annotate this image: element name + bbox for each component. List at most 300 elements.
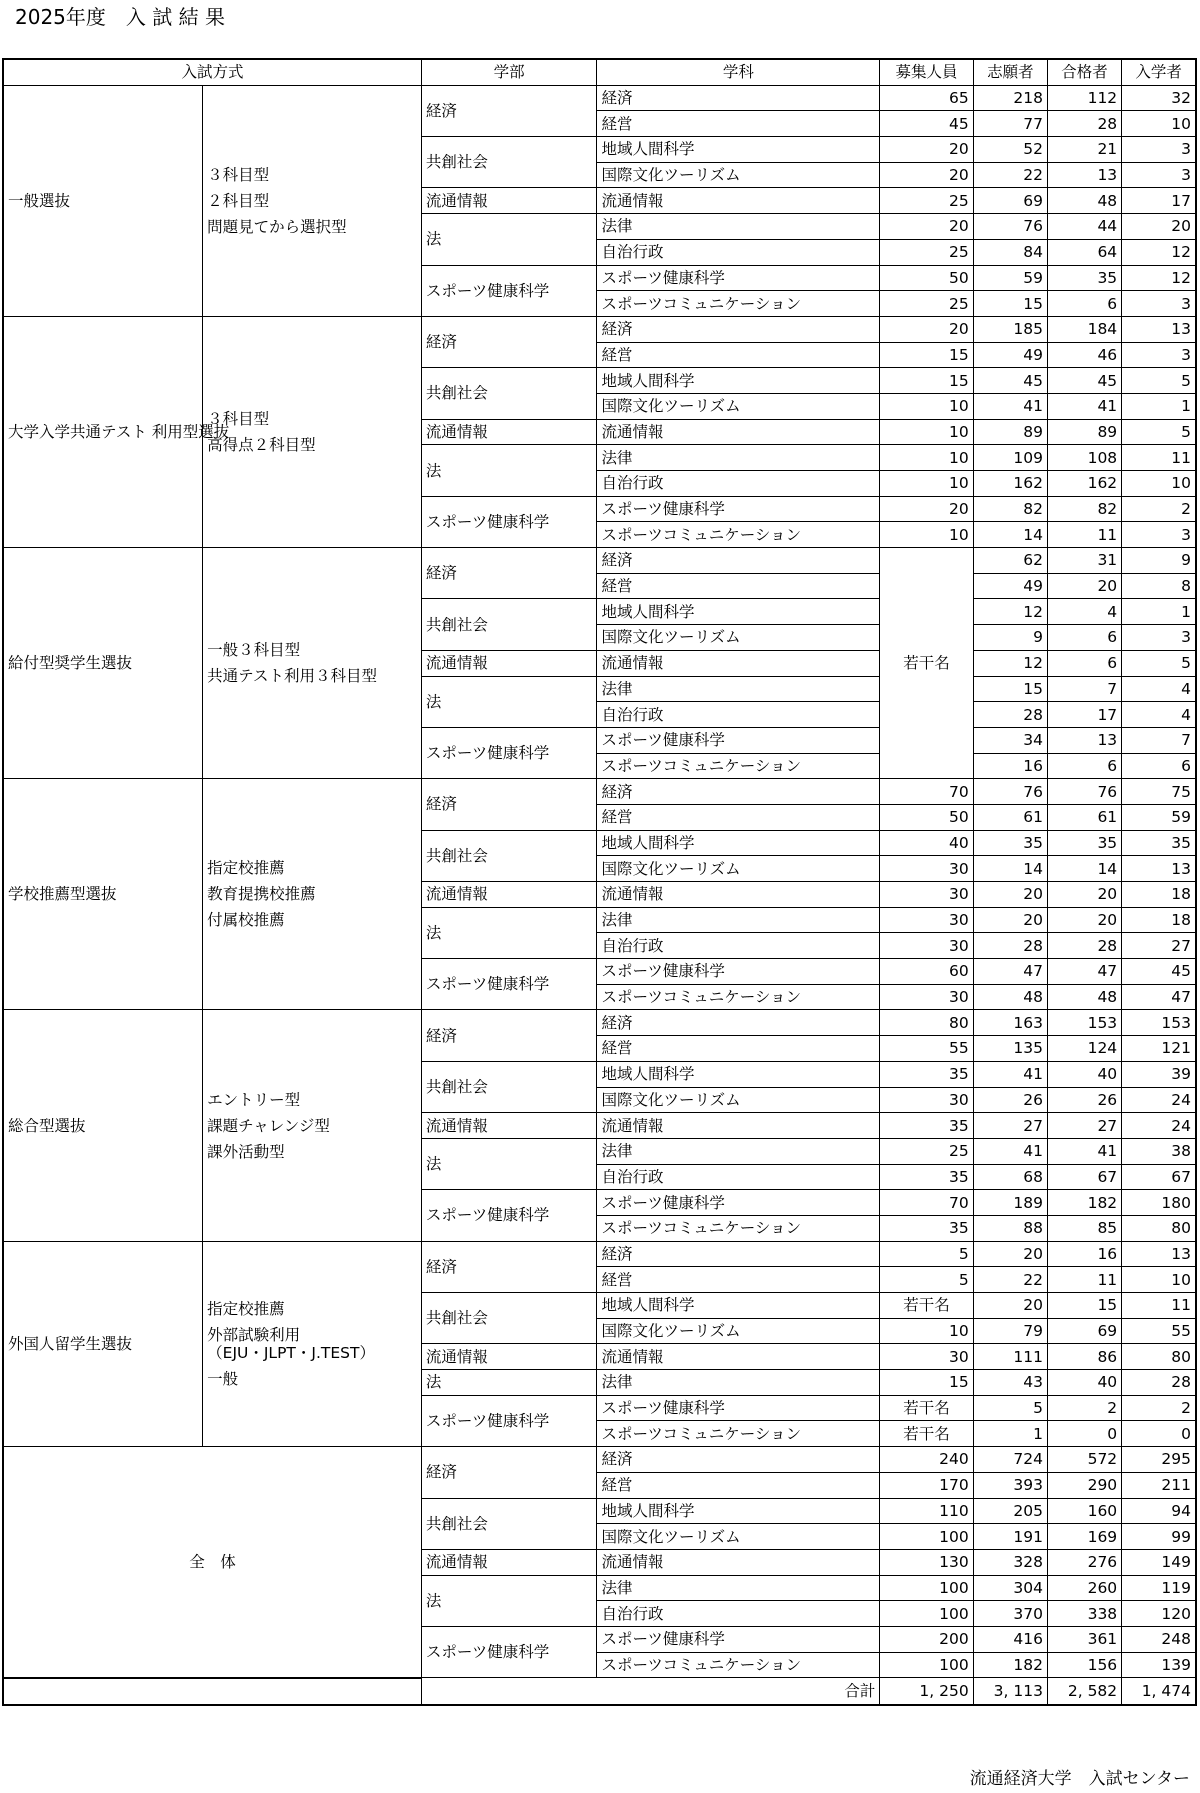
total-row [3,1678,1196,1705]
department-name: 経営 [597,573,880,599]
enrolled-value: 12 [1122,265,1196,291]
passed-value: 44 [1047,214,1121,240]
passed-value: 4 [1047,599,1121,625]
applicants-value: 82 [973,496,1047,522]
enrolled-value: 119 [1122,1575,1196,1601]
faculty-name: 共創社会 [421,1061,597,1112]
applicants-value: 68 [973,1164,1047,1190]
capacity-value: 5 [880,1241,973,1267]
department-name: 法律 [597,445,880,471]
header-department: 学科 [597,59,880,85]
method-type: ２科目型 [207,191,270,210]
enrolled-value: 1 [1122,393,1196,419]
department-name: 経営 [597,1472,880,1498]
passed-value: 6 [1047,650,1121,676]
faculty-name: 法 [421,1370,597,1396]
department-name: 法律 [597,1138,880,1164]
faculty-name: スポーツ健康科学 [421,496,597,547]
applicants-value: 135 [973,1036,1047,1062]
department-name: 経済 [597,1010,880,1036]
passed-value: 86 [1047,1344,1121,1370]
capacity-value: 20 [880,137,973,163]
method-type: 一般 [207,1369,239,1388]
method-name: 総合型選抜 [3,1010,203,1241]
passed-value: 153 [1047,1010,1121,1036]
department-name: スポーツ健康科学 [597,496,880,522]
method-name: 大学入学共通テスト 利用型選抜 [3,316,203,547]
capacity-value: 10 [880,419,973,445]
capacity-value: 30 [880,984,973,1010]
applicants-value: 191 [973,1524,1047,1550]
enrolled-value: 8 [1122,573,1196,599]
applicants-value: 416 [973,1626,1047,1652]
applicants-value: 15 [973,291,1047,317]
applicants-value: 1 [973,1421,1047,1447]
department-name: 経営 [597,342,880,368]
passed-value: 184 [1047,316,1121,342]
applicants-value: 88 [973,1215,1047,1241]
passed-value: 35 [1047,265,1121,291]
faculty-name: スポーツ健康科学 [421,1626,597,1677]
applicants-value: 41 [973,1138,1047,1164]
department-name: 流通情報 [597,188,880,214]
department-name: 流通情報 [597,882,880,908]
passed-value: 13 [1047,162,1121,188]
department-name: 自治行政 [597,1601,880,1627]
enrolled-value: 7 [1122,727,1196,753]
total-passed: 2, 582 [1047,1678,1121,1705]
faculty-name: 法 [421,445,597,496]
enrolled-value: 139 [1122,1652,1196,1678]
department-name: 流通情報 [597,650,880,676]
capacity-value: 30 [880,1087,973,1113]
enrolled-value: 67 [1122,1164,1196,1190]
applicants-value: 47 [973,959,1047,985]
department-name: 地域人間科学 [597,137,880,163]
faculty-name: 経済 [421,548,597,599]
capacity-value: 25 [880,239,973,265]
faculty-name: 流通情報 [421,1113,597,1139]
capacity-value: 35 [880,1113,973,1139]
passed-value: 41 [1047,393,1121,419]
passed-value: 82 [1047,496,1121,522]
total-label: 合計 [421,1678,880,1705]
passed-value: 40 [1047,1061,1121,1087]
applicants-value: 16 [973,753,1047,779]
department-name: 国際文化ツーリズム [597,1087,880,1113]
applicants-value: 5 [973,1395,1047,1421]
passed-value: 35 [1047,830,1121,856]
department-name: スポーツコミュニケーション [597,1215,880,1241]
department-name: 経営 [597,111,880,137]
enrolled-value: 121 [1122,1036,1196,1062]
applicants-value: 14 [973,522,1047,548]
capacity-value: 50 [880,265,973,291]
passed-value: 0 [1047,1421,1121,1447]
faculty-name: 流通情報 [421,188,597,214]
department-name: 経済 [597,1447,880,1473]
applicants-value: 45 [973,368,1047,394]
header-method: 入試方式 [3,59,421,85]
department-name: スポーツコミュニケーション [597,984,880,1010]
table-row [3,316,1196,342]
passed-value: 67 [1047,1164,1121,1190]
method-type: 外部試験利用 （EJU・JLPT・J.TEST） [207,1325,375,1362]
capacity-value: 45 [880,111,973,137]
applicants-value: 111 [973,1344,1047,1370]
applicants-value: 182 [973,1652,1047,1678]
table-row [3,779,1196,805]
department-name: 国際文化ツーリズム [597,856,880,882]
passed-value: 572 [1047,1447,1121,1473]
faculty-name: 流通情報 [421,650,597,676]
enrolled-value: 80 [1122,1215,1196,1241]
department-name: スポーツコミュニケーション [597,1421,880,1447]
capacity-value: 10 [880,445,973,471]
capacity-value: 60 [880,959,973,985]
department-name: スポーツコミュニケーション [597,522,880,548]
applicants-value: 79 [973,1318,1047,1344]
applicants-value: 35 [973,830,1047,856]
passed-value: 11 [1047,522,1121,548]
header-faculty: 学部 [421,59,597,85]
passed-value: 160 [1047,1498,1121,1524]
applicants-value: 26 [973,1087,1047,1113]
enrolled-value: 5 [1122,650,1196,676]
passed-value: 162 [1047,471,1121,497]
passed-value: 108 [1047,445,1121,471]
applicants-value: 43 [973,1370,1047,1396]
enrolled-value: 18 [1122,907,1196,933]
department-name: 国際文化ツーリズム [597,1318,880,1344]
applicants-value: 724 [973,1447,1047,1473]
capacity-value: 5 [880,1267,973,1293]
department-name: 法律 [597,214,880,240]
faculty-name: 法 [421,1138,597,1189]
department-name: 経済 [597,548,880,574]
department-name: 国際文化ツーリズム [597,1524,880,1550]
applicants-value: 20 [973,1293,1047,1319]
applicants-value: 370 [973,1601,1047,1627]
enrolled-value: 3 [1122,342,1196,368]
applicants-value: 393 [973,1472,1047,1498]
applicants-value: 20 [973,907,1047,933]
capacity-value: 130 [880,1549,973,1575]
footer-org: 流通経済大学 入試センター [969,1769,1190,1789]
method-types [203,779,422,1010]
method-type: 課外活動型 [207,1142,285,1161]
applicants-value: 28 [973,702,1047,728]
department-name: 自治行政 [597,933,880,959]
method-type: 課題チャレンジ型 [207,1116,330,1135]
passed-value: 27 [1047,1113,1121,1139]
faculty-name: スポーツ健康科学 [421,1190,597,1241]
enrolled-value: 17 [1122,188,1196,214]
capacity-value: 35 [880,1215,973,1241]
capacity-value: 40 [880,830,973,856]
method-types [203,548,422,779]
applicants-value: 205 [973,1498,1047,1524]
passed-value: 28 [1047,933,1121,959]
enrolled-value: 10 [1122,1267,1196,1293]
method-name: 学校推薦型選抜 [3,779,203,1010]
capacity-value: 若干名 [880,1421,973,1447]
department-name: スポーツコミュニケーション [597,291,880,317]
applicants-value: 34 [973,727,1047,753]
table-row [3,1241,1196,1267]
capacity-merged: 若干名 [880,548,973,779]
overall-label: 全 体 [3,1447,421,1678]
enrolled-value: 24 [1122,1087,1196,1113]
capacity-value: 30 [880,882,973,908]
faculty-name: 経済 [421,1447,597,1498]
enrolled-value: 149 [1122,1549,1196,1575]
enrolled-value: 12 [1122,239,1196,265]
enrolled-value: 5 [1122,419,1196,445]
department-name: スポーツ健康科学 [597,727,880,753]
total-capacity: 1, 250 [880,1678,973,1705]
method-type: ３科目型 [207,165,270,184]
method-type: ３科目型 [207,409,270,428]
capacity-value: 80 [880,1010,973,1036]
enrolled-value: 211 [1122,1472,1196,1498]
department-name: 経営 [597,1036,880,1062]
enrolled-value: 28 [1122,1370,1196,1396]
capacity-value: 20 [880,214,973,240]
enrolled-value: 10 [1122,471,1196,497]
enrolled-value: 45 [1122,959,1196,985]
department-name: スポーツコミュニケーション [597,1652,880,1678]
department-name: 法律 [597,1370,880,1396]
department-name: 地域人間科学 [597,368,880,394]
applicants-value: 9 [973,625,1047,651]
department-name: 流通情報 [597,1344,880,1370]
passed-value: 26 [1047,1087,1121,1113]
passed-value: 17 [1047,702,1121,728]
applicants-value: 14 [973,856,1047,882]
enrolled-value: 24 [1122,1113,1196,1139]
passed-value: 61 [1047,804,1121,830]
department-name: 経済 [597,85,880,111]
department-name: 地域人間科学 [597,1293,880,1319]
department-name: 自治行政 [597,471,880,497]
applicants-value: 49 [973,342,1047,368]
capacity-value: 35 [880,1164,973,1190]
faculty-name: 共創社会 [421,1498,597,1549]
department-name: 国際文化ツーリズム [597,393,880,419]
department-name: 法律 [597,907,880,933]
capacity-value: 100 [880,1601,973,1627]
enrolled-value: 3 [1122,291,1196,317]
enrolled-value: 13 [1122,316,1196,342]
capacity-value: 15 [880,368,973,394]
capacity-value: 20 [880,316,973,342]
capacity-value: 100 [880,1524,973,1550]
applicants-value: 22 [973,162,1047,188]
method-types [203,1010,422,1241]
enrolled-value: 27 [1122,933,1196,959]
capacity-value: 30 [880,1344,973,1370]
applicants-value: 12 [973,650,1047,676]
total-spacer [3,1678,421,1705]
faculty-name: 経済 [421,779,597,830]
enrolled-value: 80 [1122,1344,1196,1370]
passed-value: 31 [1047,548,1121,574]
applicants-value: 41 [973,1061,1047,1087]
faculty-name: 共創社会 [421,1293,597,1344]
capacity-value: 55 [880,1036,973,1062]
method-name: 一般選抜 [3,85,203,316]
capacity-value: 10 [880,522,973,548]
enrolled-value: 18 [1122,882,1196,908]
passed-value: 89 [1047,419,1121,445]
passed-value: 76 [1047,779,1121,805]
passed-value: 260 [1047,1575,1121,1601]
enrolled-value: 94 [1122,1498,1196,1524]
faculty-name: スポーツ健康科学 [421,1395,597,1446]
header-enrolled: 入学者 [1122,59,1196,85]
applicants-value: 49 [973,573,1047,599]
applicants-value: 109 [973,445,1047,471]
method-type: 共通テスト利用３科目型 [207,667,378,686]
department-name: 経営 [597,804,880,830]
applicants-value: 189 [973,1190,1047,1216]
method-type: 一般３科目型 [207,641,301,660]
faculty-name: 法 [421,676,597,727]
department-name: 法律 [597,676,880,702]
enrolled-value: 120 [1122,1601,1196,1627]
passed-value: 6 [1047,625,1121,651]
capacity-value: 170 [880,1472,973,1498]
applicants-value: 27 [973,1113,1047,1139]
passed-value: 20 [1047,907,1121,933]
passed-value: 112 [1047,85,1121,111]
capacity-value: 20 [880,162,973,188]
total-enrolled: 1, 474 [1122,1678,1196,1705]
capacity-value: 15 [880,1370,973,1396]
method-type: 指定校推薦 [207,1299,285,1318]
passed-value: 169 [1047,1524,1121,1550]
passed-value: 361 [1047,1626,1121,1652]
capacity-value: 110 [880,1498,973,1524]
faculty-name: 法 [421,907,597,958]
department-name: 自治行政 [597,702,880,728]
enrolled-value: 3 [1122,137,1196,163]
capacity-value: 若干名 [880,1293,973,1319]
enrolled-value: 248 [1122,1626,1196,1652]
enrolled-value: 153 [1122,1010,1196,1036]
faculty-name: 法 [421,1575,597,1626]
capacity-value: 70 [880,1190,973,1216]
faculty-name: スポーツ健康科学 [421,265,597,316]
enrolled-value: 3 [1122,162,1196,188]
capacity-value: 240 [880,1447,973,1473]
enrolled-value: 11 [1122,445,1196,471]
capacity-value: 10 [880,393,973,419]
passed-value: 48 [1047,984,1121,1010]
passed-value: 6 [1047,753,1121,779]
applicants-value: 20 [973,882,1047,908]
passed-value: 47 [1047,959,1121,985]
capacity-value: 100 [880,1575,973,1601]
passed-value: 45 [1047,368,1121,394]
faculty-name: 共創社会 [421,368,597,419]
applicants-value: 22 [973,1267,1047,1293]
passed-value: 21 [1047,137,1121,163]
capacity-value: 15 [880,342,973,368]
capacity-value: 10 [880,471,973,497]
enrolled-value: 180 [1122,1190,1196,1216]
department-name: 国際文化ツーリズム [597,162,880,188]
method-type: 付属校推薦 [207,911,285,930]
enrolled-value: 32 [1122,85,1196,111]
passed-value: 64 [1047,239,1121,265]
enrolled-value: 4 [1122,676,1196,702]
enrolled-value: 35 [1122,830,1196,856]
capacity-value: 25 [880,188,973,214]
header-row [3,59,1196,85]
enrolled-value: 295 [1122,1447,1196,1473]
capacity-value: 25 [880,291,973,317]
capacity-value: 30 [880,933,973,959]
capacity-value: 35 [880,1061,973,1087]
capacity-value: 30 [880,907,973,933]
faculty-name: 法 [421,214,597,265]
method-types [203,1241,422,1447]
enrolled-value: 2 [1122,1395,1196,1421]
enrolled-value: 38 [1122,1138,1196,1164]
capacity-value: 100 [880,1652,973,1678]
total-applicants: 3, 113 [973,1678,1047,1705]
header-applicants: 志願者 [973,59,1047,85]
method-name: 外国人留学生選抜 [3,1241,203,1447]
table-row [3,85,1196,111]
department-name: スポーツコミュニケーション [597,753,880,779]
department-name: 経営 [597,1267,880,1293]
passed-value: 69 [1047,1318,1121,1344]
table-row [3,1447,1196,1473]
applicants-value: 76 [973,214,1047,240]
capacity-value: 若干名 [880,1395,973,1421]
capacity-value: 65 [880,85,973,111]
method-type: 教育提携校推薦 [207,885,316,904]
department-name: スポーツ健康科学 [597,959,880,985]
passed-value: 20 [1047,882,1121,908]
passed-value: 7 [1047,676,1121,702]
passed-value: 20 [1047,573,1121,599]
department-name: 流通情報 [597,1113,880,1139]
passed-value: 13 [1047,727,1121,753]
department-name: スポーツ健康科学 [597,265,880,291]
passed-value: 15 [1047,1293,1121,1319]
enrolled-value: 39 [1122,1061,1196,1087]
department-name: 法律 [597,1575,880,1601]
page-title: 2025年度 入 試 結 果 [15,5,225,29]
applicants-value: 48 [973,984,1047,1010]
passed-value: 41 [1047,1138,1121,1164]
department-name: 地域人間科学 [597,599,880,625]
applicants-value: 12 [973,599,1047,625]
passed-value: 276 [1047,1549,1121,1575]
passed-value: 182 [1047,1190,1121,1216]
enrolled-value: 10 [1122,111,1196,137]
faculty-name: 共創社会 [421,830,597,881]
capacity-value: 70 [880,779,973,805]
method-types [203,316,422,547]
applicants-value: 76 [973,779,1047,805]
applicants-value: 77 [973,111,1047,137]
applicants-value: 41 [973,393,1047,419]
